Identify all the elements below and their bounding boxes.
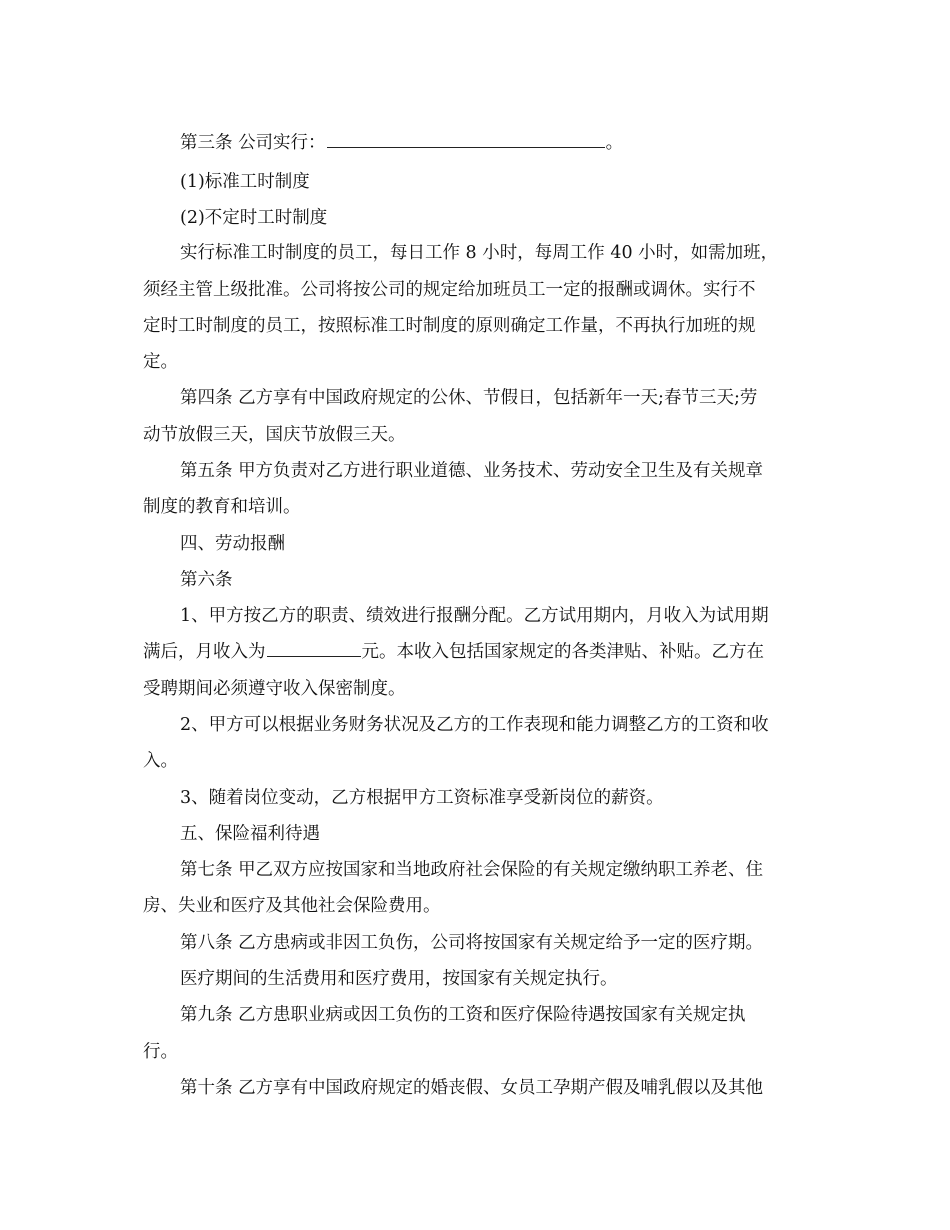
article-4-line: 动节放假三天，国庆节放假三天。	[143, 425, 406, 445]
article-6-item-3: 3、随着岗位变动，乙方根据甲方工资标准享受新岗位的薪资。	[180, 788, 664, 808]
option-standard-hours: (1)标准工时制度	[180, 172, 310, 192]
article-6-item-2-line: 2、甲方可以根据业务财务状况及乙方的工作表现和能力调整乙方的工资和收	[180, 715, 769, 735]
paragraph-line: 须经主管上级批准。公司将按公司的规定给加班员工一定的报酬或调休。实行不	[143, 280, 756, 300]
article-7-line: 第七条 甲乙双方应按国家和当地政府社会保险的有关规定缴纳职工养老、住	[180, 860, 764, 880]
article-10-line: 第十条 乙方享有中国政府规定的婚丧假、女员工孕期产假及哺乳假以及其他	[180, 1078, 764, 1098]
article-8-line: 医疗期间的生活费用和医疗费用，按国家有关规定执行。	[180, 969, 618, 989]
article-9-line: 第九条 乙方患职业病或因工负伤的工资和医疗保险待遇按国家有关规定执	[180, 1005, 746, 1025]
article-8-line: 第八条 乙方患病或非因工负伤，公司将按国家有关规定给予一定的医疗期。	[180, 933, 764, 953]
article-4-line: 第四条 乙方享有中国政府规定的公休、节假日，包括新年一天;春节三天;劳	[180, 388, 758, 408]
article-6-item-1-line: 受聘期间必须遵守收入保密制度。	[143, 679, 406, 699]
article-3-label: 第三条 公司实行：	[180, 133, 326, 153]
option-flexible-hours: (2)不定时工时制度	[180, 208, 328, 228]
article-7-line: 房、失业和医疗及其他社会保险费用。	[143, 896, 441, 916]
section-heading: 五、保险福利待遇	[180, 824, 320, 844]
paragraph-line: 实行标准工时制度的员工，每日工作 8 小时，每周工作 40 小时，如需加班，	[180, 243, 779, 263]
paragraph-line: 定。	[143, 352, 178, 372]
article-6-title: 第六条	[180, 570, 233, 590]
article-3-title: 第三条 公司实行： 。	[180, 133, 624, 153]
salary-amount-blank[interactable]	[267, 655, 361, 657]
work-system-blank[interactable]	[327, 146, 605, 148]
article-5-line: 第五条 甲方负责对乙方进行职业道德、业务技术、劳动安全卫生及有关规章	[180, 461, 764, 481]
article-5-line: 制度的教育和培训。	[143, 497, 301, 517]
article-6-item-2-line: 入。	[143, 751, 178, 771]
paragraph-line: 定时工时制度的员工，按照标准工时制度的原则确定工作量，不再执行加班的规	[143, 316, 756, 336]
article-6-item-1-line: 1、甲方按乙方的职责、绩效进行报酬分配。乙方试用期内，月收入为试用期	[180, 606, 769, 626]
article-6-item-1-line: 满后，月收入为 元。本收入包括国家规定的各类津贴、补贴。乙方在	[143, 642, 764, 662]
section-heading: 四、劳动报酬	[180, 534, 285, 554]
article-9-line: 行。	[143, 1042, 178, 1062]
